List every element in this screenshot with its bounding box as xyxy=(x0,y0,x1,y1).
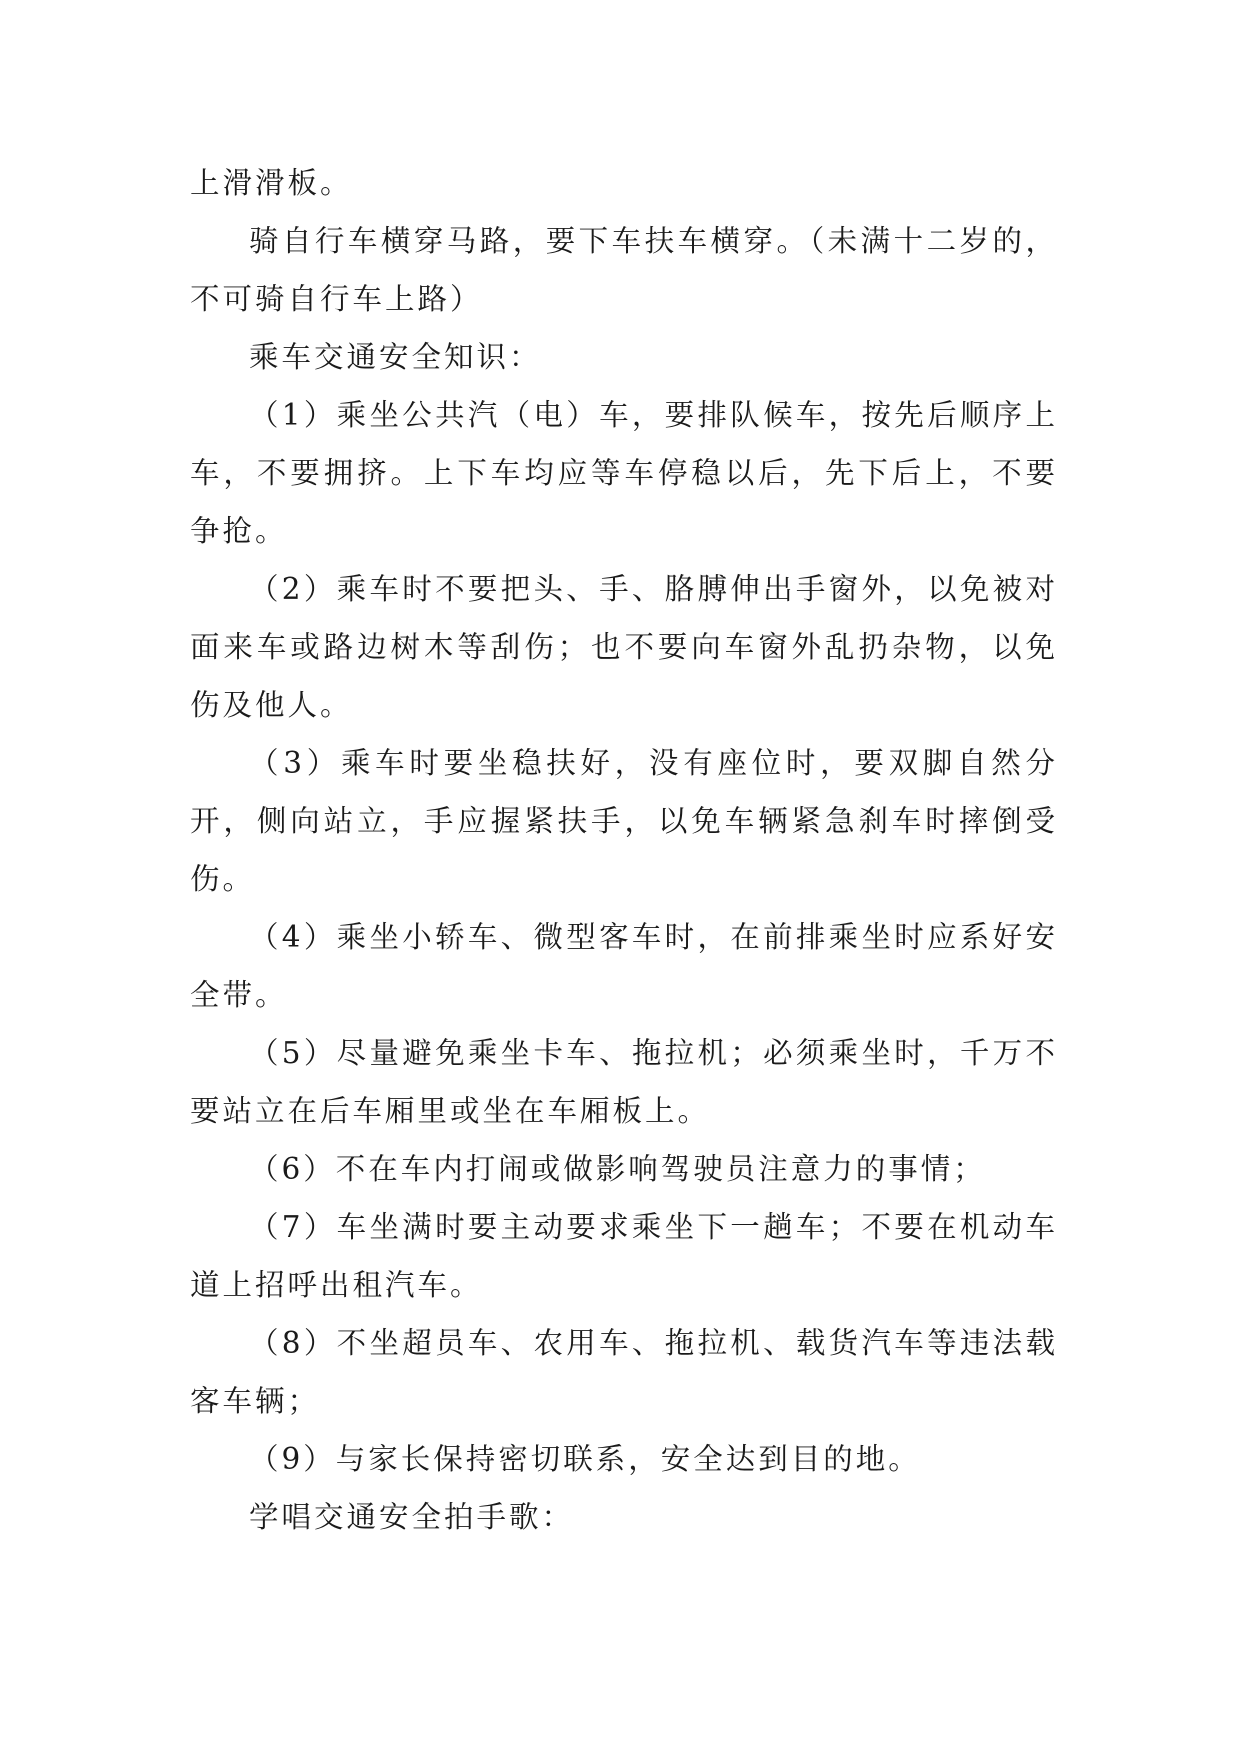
paragraph-3: 乘车交通安全知识： xyxy=(249,340,542,374)
document-body xyxy=(190,154,1058,1546)
paragraph-6: （3）乘车时要坐稳扶好，没有座位时，要双脚自然分开，侧向站立，手应握紧扶手，以免车辆紧急刹车时摔倒受伤。 xyxy=(190,746,1058,896)
paragraph-4: （1）乘坐公共汽（电）车，要排队候车，按先后顺序上车，不要拥挤。上下车均应等车停稳以后，先下后上，不要争抢。 xyxy=(190,398,1058,548)
paragraph-8: （5）尽量避免乘坐卡车、拖拉机；必须乘坐时，千万不要站立在后车厢里或坐在车厢板上。 xyxy=(190,1036,1058,1128)
paragraph-10: （7）车坐满时要主动要求乘坐下一趟车；不要在机动车道上招呼出租汽车。 xyxy=(190,1210,1058,1302)
paragraph-11: （8）不坐超员车、农用车、拖拉机、载货汽车等违法载客车辆； xyxy=(190,1326,1058,1418)
paragraph-2: 骑自行车横穿马路，要下车扶车横穿。（未满十二岁的，不可骑自行车上路） xyxy=(190,224,1058,316)
paragraph-9: （6）不在车内打闹或做影响驾驶员注意力的事情； xyxy=(249,1152,986,1186)
paragraph-5: （2）乘车时不要把头、手、胳膊伸出手窗外，以免被对面来车或路边树木等刮伤；也不要向车窗外乱扔杂物，以免伤及他人。 xyxy=(190,572,1058,722)
paragraph-13: 学唱交通安全拍手歌： xyxy=(249,1500,575,1534)
paragraph-1: 上滑滑板。 xyxy=(190,166,353,200)
paragraph-7: （4）乘坐小轿车、微型客车时，在前排乘坐时应系好安全带。 xyxy=(190,920,1058,1012)
paragraph-12: （9）与家长保持密切联系，安全达到目的地。 xyxy=(249,1442,921,1476)
